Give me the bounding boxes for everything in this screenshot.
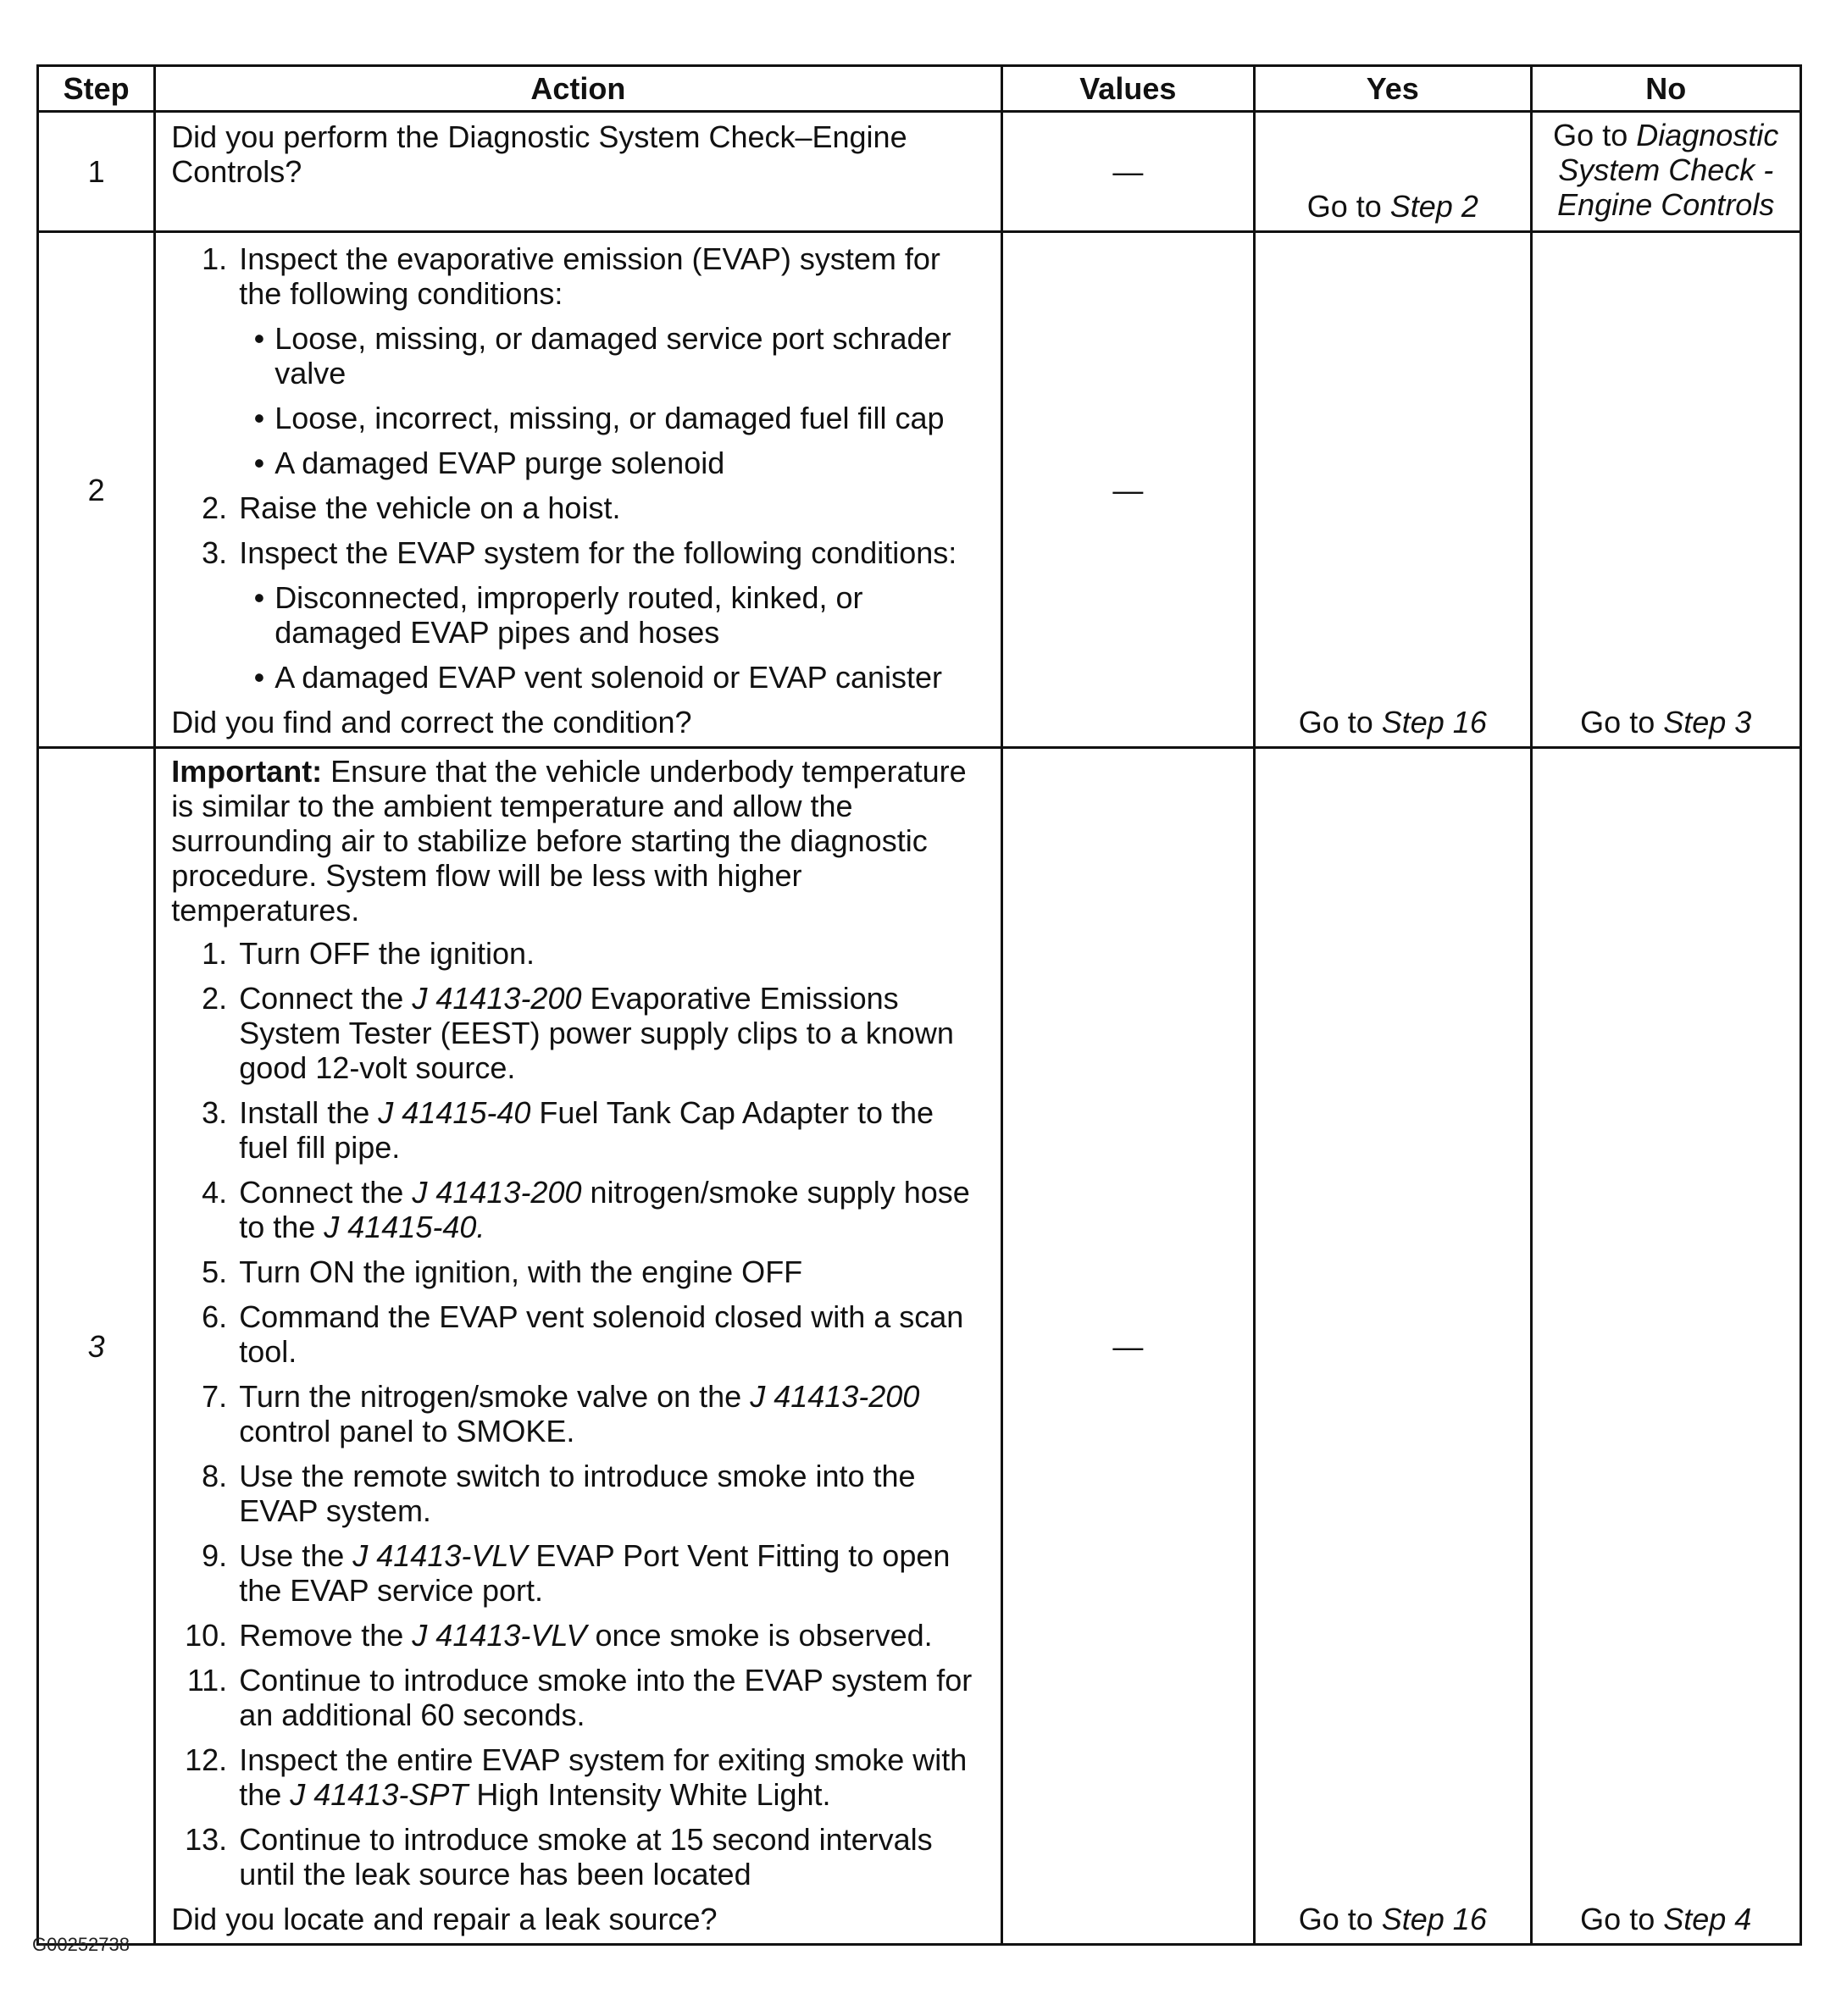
action-question: Did you find and correct the condition? — [171, 705, 692, 739]
no-link[interactable]: Go to Step 4 — [1580, 1902, 1752, 1936]
header-row — [38, 66, 1801, 112]
tool-ref: J 41413-200 — [412, 1175, 582, 1210]
no-link[interactable]: Go to Step 3 — [1580, 705, 1752, 739]
action-cell — [155, 748, 1001, 1945]
action-item: 1. Inspect the evaporative emission (EVAP) system for the following conditions: — [202, 241, 940, 311]
action-item: 9. Use the J 41413-VLV EVAP Port Vent Fitting to open the EVAP service port. — [202, 1538, 951, 1608]
action-item: 3. Inspect the EVAP system for the following conditions: — [202, 535, 957, 570]
action-bullet: • Loose, incorrect, missing, or damaged fuel fill cap — [253, 401, 945, 435]
action-item: 10. Remove the J 41413-VLV once smoke is observed. — [185, 1618, 933, 1653]
no-cell — [1531, 232, 1800, 748]
tool-ref: J 41413-VLV — [412, 1618, 587, 1653]
values-cell: — — [1001, 748, 1254, 1945]
values-cell: — — [1001, 232, 1254, 748]
header-action: Action — [155, 66, 1001, 112]
action-bullet: • A damaged EVAP vent solenoid or EVAP canister — [253, 660, 943, 695]
header-no: No — [1531, 66, 1800, 112]
tool-ref: J 41413-200 — [750, 1379, 920, 1414]
tool-ref: J 41415-40. — [324, 1210, 485, 1244]
action-item: 13. Continue to introduce smoke at 15 second intervals until the leak source has been located — [185, 1822, 933, 1891]
tool-ref: J 41415-40 — [378, 1095, 531, 1130]
header-step: Step — [38, 66, 155, 112]
action-item: 5. Turn ON the ignition, with the engine OFF — [202, 1254, 803, 1289]
table-row-step-1 — [38, 112, 1801, 232]
action-item: 1. Turn OFF the ignition. — [202, 936, 535, 971]
action-item: 12. Inspect the entire EVAP system for exiting smoke with the J 41413-SPT High Intensity White Light. — [185, 1742, 968, 1812]
tool-ref: J 41413-SPT — [290, 1777, 469, 1812]
table-row-step-2 — [38, 232, 1801, 748]
yes-cell — [1255, 112, 1531, 232]
header-yes: Yes — [1255, 66, 1531, 112]
step-number: 3 — [38, 748, 155, 1945]
action-question: Did you locate and repair a leak source? — [171, 1902, 718, 1936]
action-question: Did you perform the Diagnostic System Check–Engine Controls? — [171, 119, 907, 189]
yes-link[interactable]: Go to Step 16 — [1298, 705, 1487, 739]
yes-cell — [1255, 232, 1531, 748]
action-item: 6. Command the EVAP vent solenoid closed with a scan tool. — [202, 1299, 964, 1369]
action-cell — [155, 232, 1001, 748]
table-row-step-3 — [38, 748, 1801, 1945]
header-values: Values — [1001, 66, 1254, 112]
step-number: 1 — [38, 112, 155, 232]
important-note: Important: Ensure that the vehicle underbody temperature is similar to the ambient temperature and allow the surrounding air to stabilize before starting the diagnostic procedure. System flow will be less with higher temperatures. — [171, 754, 967, 928]
no-cell — [1531, 748, 1800, 1945]
action-bullet: • A damaged EVAP purge solenoid — [253, 446, 725, 480]
diagnostic-table — [36, 64, 1802, 1946]
action-cell — [155, 112, 1001, 232]
figure-id: G00252738 — [32, 1934, 130, 1955]
values-cell: — — [1001, 112, 1254, 232]
action-item: 2. Raise the vehicle on a hoist. — [202, 490, 621, 525]
tool-ref: J 41413-VLV — [352, 1538, 528, 1573]
action-bullet: • Disconnected, improperly routed, kinked, or damaged EVAP pipes and hoses — [253, 580, 863, 650]
action-item: 11. Continue to introduce smoke into the EVAP system for an additional 60 seconds. — [186, 1663, 973, 1732]
action-bullet: • Loose, missing, or damaged service port schrader valve — [253, 321, 951, 390]
yes-cell — [1255, 748, 1531, 1945]
action-item: 8. Use the remote switch to introduce smoke into the EVAP system. — [202, 1459, 916, 1528]
no-link[interactable]: Go to Diagnostic System Check - Engine Controls — [1553, 118, 1779, 222]
action-item: 7. Turn the nitrogen/smoke valve on the J 41413-200 control panel to SMOKE. — [202, 1379, 920, 1448]
action-item: 3. Install the J 41415-40 Fuel Tank Cap Adapter to the fuel fill pipe. — [202, 1095, 934, 1165]
action-item: 4. Connect the J 41413-200 nitrogen/smoke supply hose to the J 41415-40. — [202, 1175, 970, 1244]
yes-link[interactable]: Go to Step 16 — [1298, 1902, 1487, 1936]
action-item: 2. Connect the J 41413-200 Evaporative Emissions System Tester (EEST) power supply clips to a known good 12-volt source. — [202, 981, 954, 1085]
step-number: 2 — [38, 232, 155, 748]
yes-link[interactable]: Go to Step 2 — [1306, 189, 1478, 224]
no-cell — [1531, 112, 1800, 232]
tool-ref: J 41413-200 — [412, 981, 582, 1016]
